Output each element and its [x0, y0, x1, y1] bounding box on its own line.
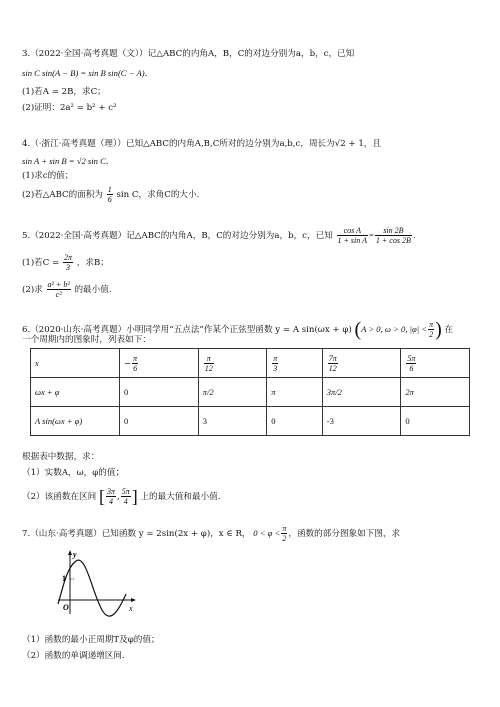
q4-area-fraction: $\frac{1}{6}$	[107, 185, 112, 204]
q5-lhs-fraction: $\frac{\text{cos A}}{\text{1 + sin A}}$	[337, 226, 368, 245]
table-cell: 2π	[401, 378, 470, 407]
table-cell: -3	[322, 407, 401, 436]
q7-number: 7.	[22, 529, 31, 539]
table-cell: 0	[401, 407, 470, 436]
table-row-label: x	[31, 349, 120, 378]
q7-intro: 7.（山东·高考真题）已知函数 y = 2sin(2x + φ)，x ∈ R， 0 < φ < $\frac{\pi}{2}$ ，函数的部分图象如下图，求	[22, 524, 401, 543]
table-cell: 0	[120, 407, 199, 436]
q3-given: sin C sin(A − B) = sin B sin(C − A)．	[22, 68, 154, 78]
q5-ratio-fraction: $\frac{\text{a² + b²}}{\text{c²}}$	[47, 280, 70, 299]
q4-part1: (1)求c的值；	[22, 171, 74, 181]
table-cell: 0	[120, 378, 199, 407]
five-point-table	[30, 348, 470, 436]
q5-c-fraction: $\frac{2\pi}{3}$	[64, 253, 73, 272]
q6-intro: 6.（2020·山东·高考真题）小明同学用“五点法”作某个正弦型函数 y = A sin(ωx + φ) (A > 0, ω > 0, |φ| < $\frac{\pi}{2}$ ) 在	[22, 318, 454, 341]
table-cell: 3	[198, 407, 267, 436]
q5-part2: (2)求 $\frac{\text{a² + b²}}{\text{c²}}$ 的最小值.	[22, 280, 112, 299]
table-row	[31, 378, 470, 407]
q6-number: 6.	[22, 325, 31, 335]
table-cell: − $\frac{\pi}{6}$	[120, 349, 199, 378]
q7-phi-fraction: $\frac{\pi}{2}$	[282, 524, 287, 543]
q3-intro: 3.（2022·全国·高考真题（文））记△ABC的内角A，B，C的对边分别为a，b，c，已知	[22, 49, 355, 59]
table-row-label: ωx + φ	[31, 378, 120, 407]
table-row-label: A sin(ωx + φ)	[31, 407, 120, 436]
y-axis-arrow-icon	[68, 550, 72, 555]
q5-rhs-fraction: $\frac{\sin 2B}{1 + \cos 2B}$	[375, 226, 411, 245]
q4-part2: (2)若△ABC的面积为 $\frac{1}{6}$ sin C，求角C的大小.	[22, 185, 200, 204]
table-row	[31, 349, 470, 378]
table-cell: 3π/2	[322, 378, 401, 407]
table-cell: π	[267, 378, 323, 407]
q4-intro: 4.（·浙江·高考真题（理））已知△ABC的内角A,B,C所对的边分别为a,b,c，周长为√2 + 1，且	[22, 139, 381, 149]
q5-part1: (1)若C = $\frac{2\pi}{3}$ ，求B；	[22, 253, 109, 272]
q6-after: 根据表中数据，求：	[22, 452, 100, 462]
q7-part2: （2）函数的单调递增区间.	[22, 651, 125, 661]
table-row	[31, 407, 470, 436]
q7-part1: （1）函数的最小正周期T及φ的值；	[22, 635, 160, 645]
table-cell: $\frac{\pi}{3}$	[267, 349, 323, 378]
label-x: x	[129, 604, 133, 613]
q6-part1: （1）实数A，ω，φ的值；	[22, 468, 125, 478]
label-origin: O	[63, 603, 69, 612]
q3-part2: (2)证明：2a² = b² + c²	[22, 103, 117, 113]
table-cell: π/2	[198, 378, 267, 407]
q3-part1: (1)若A = 2B，求C；	[22, 87, 106, 97]
table-cell: 0	[267, 407, 323, 436]
sine-graph	[56, 548, 146, 618]
q6-phi-fraction: $\frac{\pi}{2}$	[429, 320, 434, 339]
q4-given: sin A + sin B = √2 sin C．	[22, 156, 115, 166]
table-cell: $\frac{5\pi}{6}$	[401, 349, 470, 378]
q6-line2: 一个周期内的图象时，列表如下：	[22, 335, 151, 345]
label-y: y	[73, 550, 77, 559]
table-cell: $\frac{\pi}{12}$	[198, 349, 267, 378]
q3-number: 3.	[22, 49, 31, 59]
x-axis-arrow-icon	[131, 598, 136, 602]
label-one: 1	[62, 574, 66, 583]
q5-number: 5.	[22, 231, 31, 241]
q5-intro: 5.（2022·全国·高考真题）记△ABC的内角A，B，C的对边分别为a，b，c，已知 $\frac{\text{cos A}}{\text{1 + sin A}}$ = $\frac{\sin 2B}{1 + \cos 2B}$ .	[22, 226, 416, 245]
table-cell: $\frac{7\pi}{12}$	[322, 349, 401, 378]
q4-number: 4.	[22, 139, 31, 149]
q6-part2: （2）该函数在区间 [ $\frac{3\pi}{4}$ , $\frac{5\pi}{4}$ ] 上的最大值和最小值.	[22, 486, 221, 507]
